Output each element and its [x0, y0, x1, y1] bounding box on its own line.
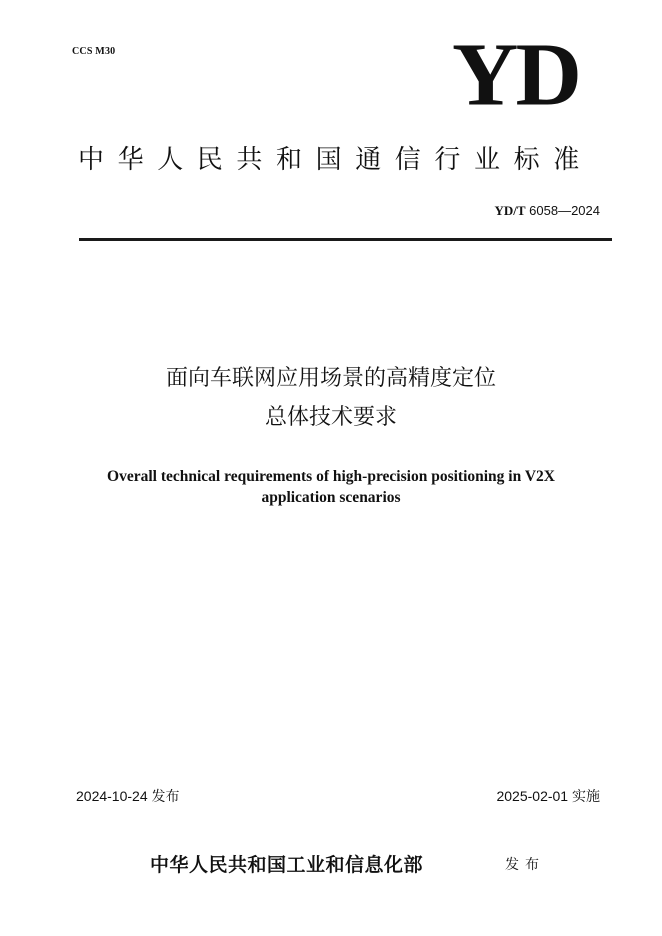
issue-date: 2024-10-24 发布 [76, 788, 180, 804]
chinese-title-line1: 面向车联网应用场景的高精度定位 [165, 366, 496, 391]
yd-logo: YD [452, 24, 579, 124]
industry-standard-title: 中华人民共和国通信行业标准 [78, 145, 593, 175]
standard-number-value: 6058—2024 [529, 203, 600, 218]
standard-number-prefix: YD/T [494, 203, 526, 218]
english-title-line2: application scenarios [261, 489, 401, 506]
publisher: 中华人民共和国工业和信息化部 [150, 854, 424, 876]
standard-number [494, 203, 600, 219]
chinese-title-line2: 总体技术要求 [264, 405, 397, 430]
english-title-line1: Overall technical requirements of high-precision positioning in V2X [107, 468, 555, 485]
header-divider [79, 238, 612, 241]
publish-label: 发布 [505, 857, 545, 873]
ccs-code: CCS M30 [72, 46, 116, 57]
implementation-date: 2025-02-01 实施 [496, 788, 600, 804]
